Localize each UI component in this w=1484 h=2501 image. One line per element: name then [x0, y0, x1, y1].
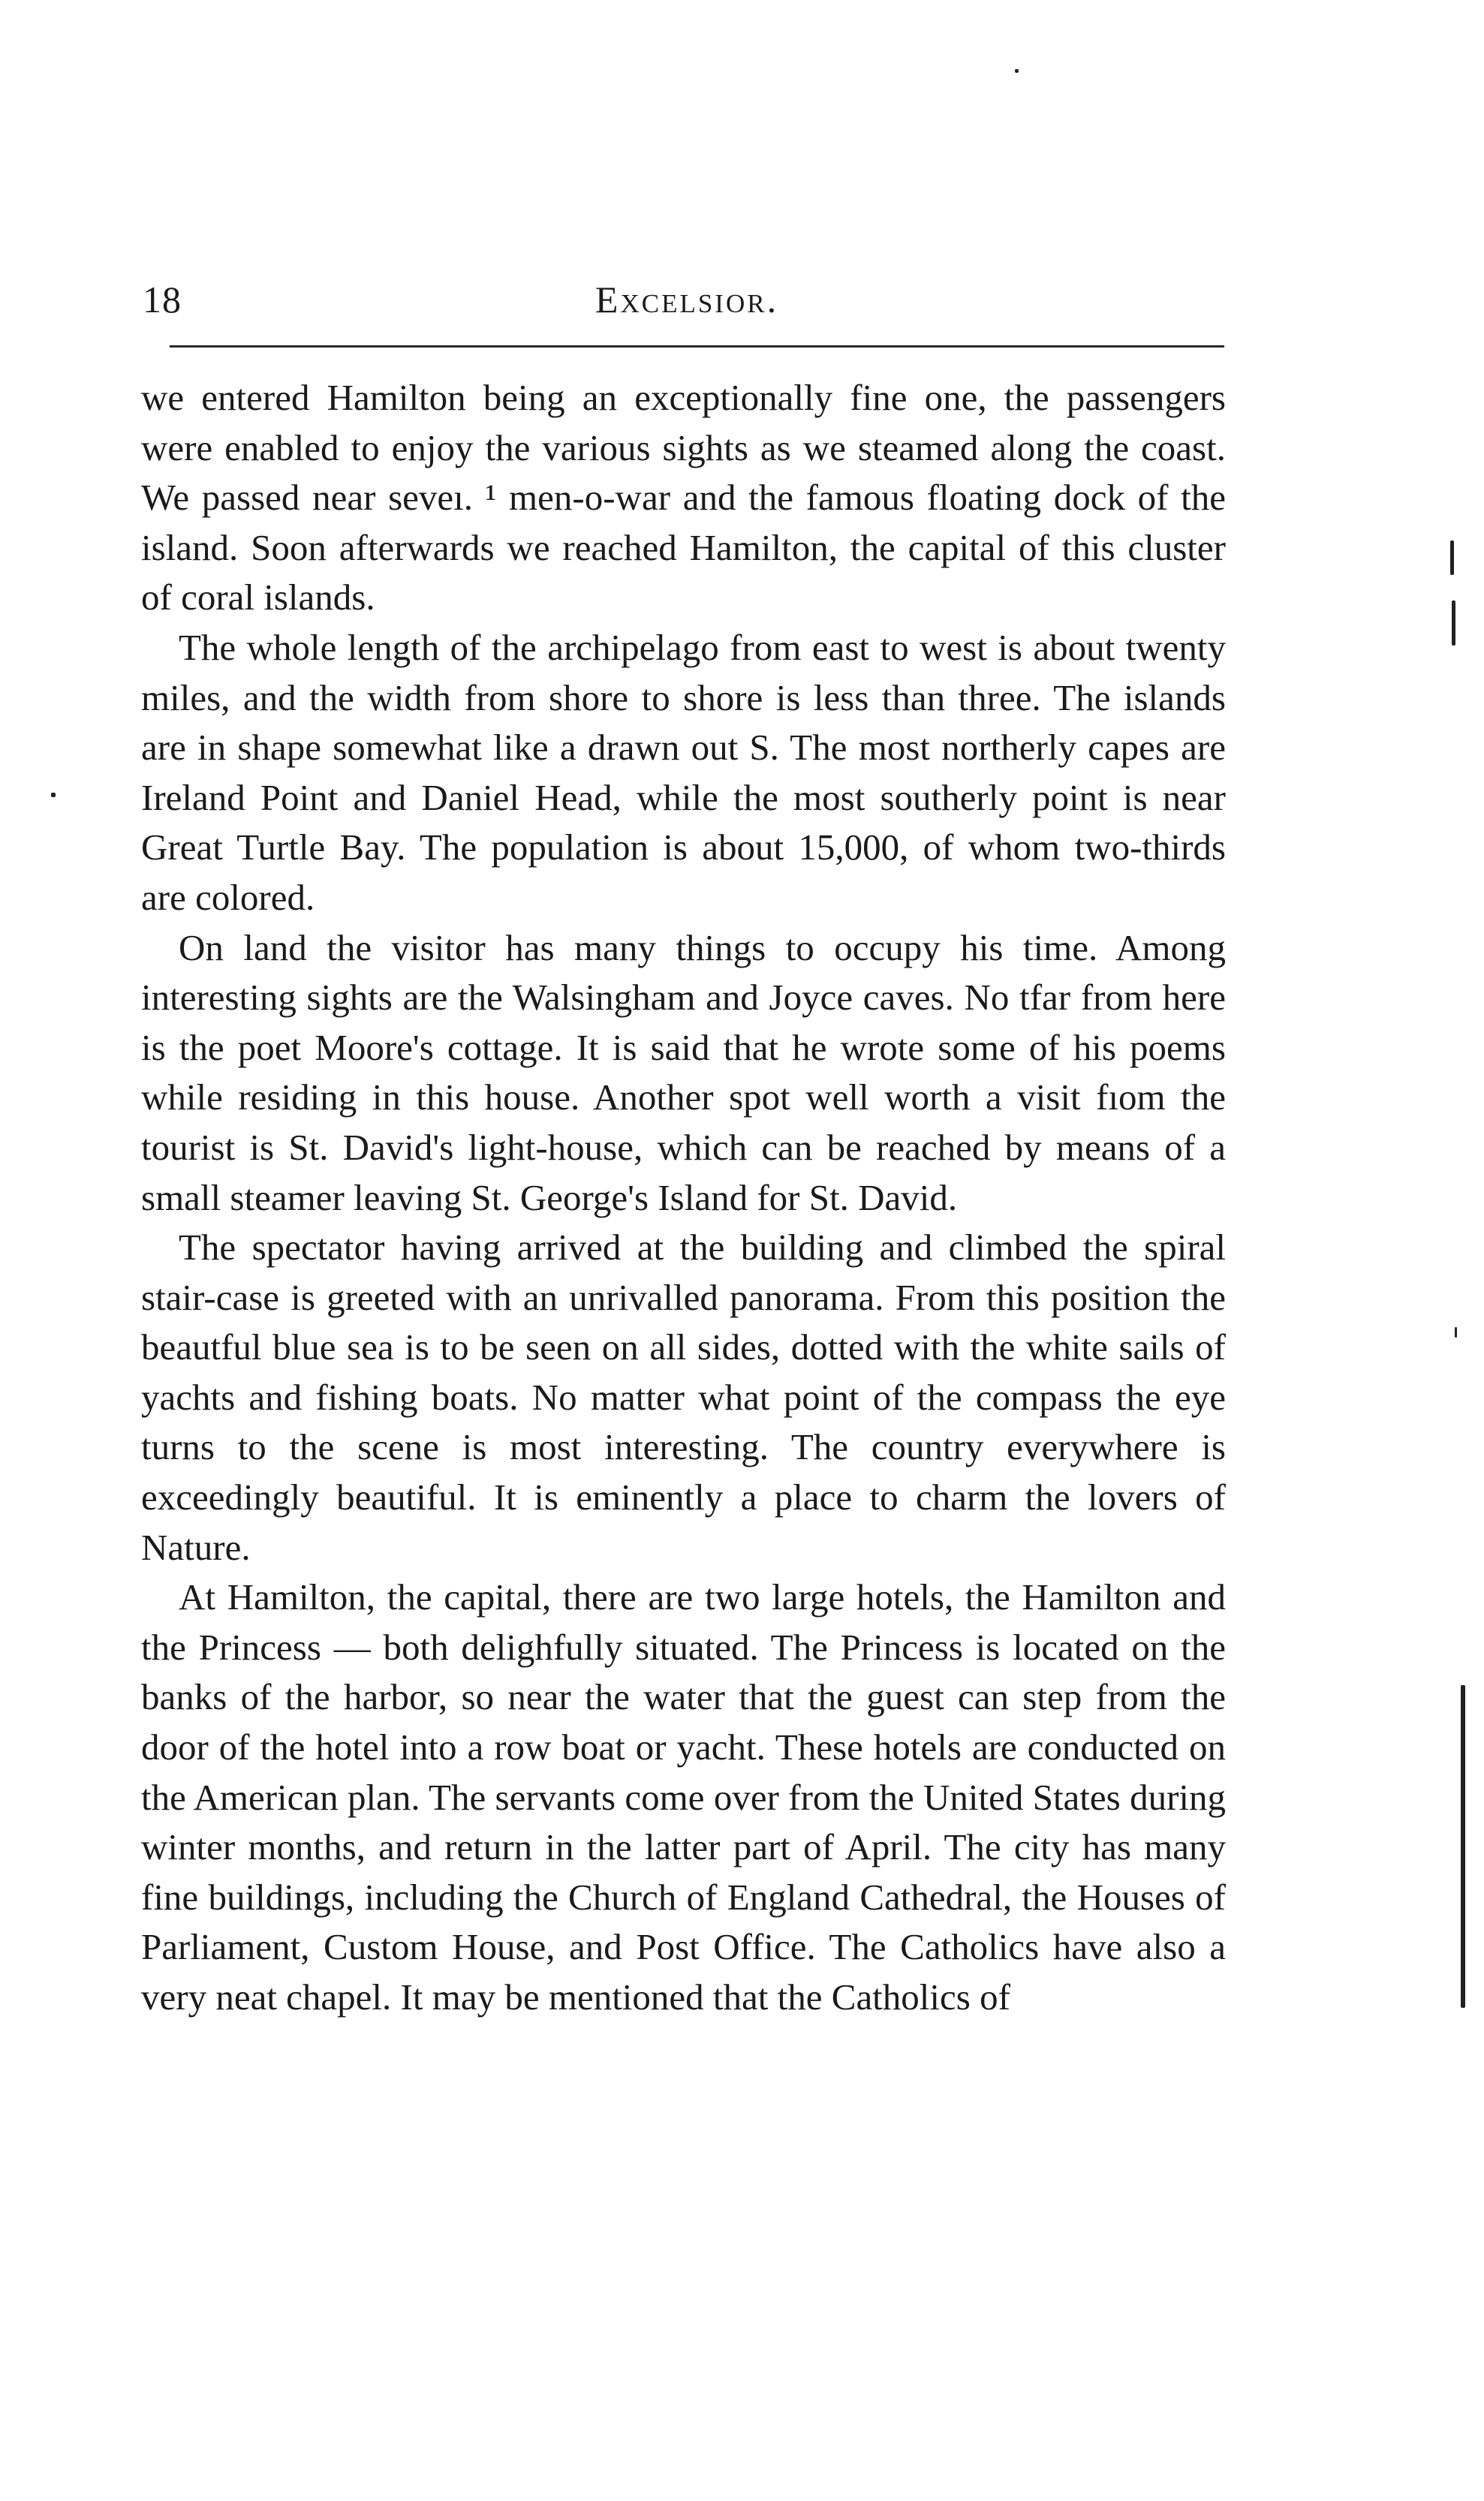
paragraph-continued: we entered Hamilton being an exceptionally fine one, the passengers were enabled to enjoy the various sights as we steamed along the coast. We passed near seveı. ¹ men-o-war and the famous floating dock of the island. Soon afterwards we reached Hamilton, the capital of this cluster of coral islands. [141, 377, 1226, 618]
scan-dot-top [1015, 69, 1019, 73]
paragraph-spectator: The spectator having arrived at the building and climbed the spiral stair-case is greeted with an unrivalled panorama. From this position the beautful blue sea is to be seen on all sides, dotted with the white sails of yachts and fishing boats. No matter what point of the compass the eye turns to the scene is most interesting. The country everywhere is exceedingly beautiful. It is eminently a place to charm the lovers of Nature. [141, 1226, 1226, 1568]
scan-dot-left [51, 793, 56, 797]
running-head: Excelsior. [595, 278, 779, 321]
page-number: 18 [143, 278, 182, 321]
scan-mark-right-2 [1452, 600, 1455, 646]
paragraph-on-land: On land the visitor has many things to occupy his time. Among interesting sights are the Walsingham and Joyce caves. No tfar from here is the poet Moore's cottage. It is said that he wrote some of his poems while residing in this house. Another spot well worth a visit fıom the tourist is St. David's light-house, which can be reached by means of a small steamer leaving St. George's Island for St. David. [141, 926, 1226, 1218]
scan-mark-right-4 [1461, 1685, 1465, 2008]
scan-mark-right-3 [1455, 1327, 1457, 1338]
header-rule [170, 345, 1224, 348]
page-header [143, 278, 1231, 330]
paragraph-archipelago: The whole length of the archipelago from east to west is about twenty miles, and the width from shore to shore is less than three. The islands are in shape somewhat like a drawn out S. The most northerly capes are Ireland Point and Daniel Head, while the most southerly point is near Great Turtle Bay. The population is about 15,000, of whom two-thirds are colored. [141, 626, 1226, 918]
paragraph-hotels: At Hamilton, the capital, there are two large hotels, the Hamilton and the Princess — both delighfully situated. The Princess is located on the banks of the harbor, so near the water that the guest can step from the door of the hotel into a row boat or yacht. These hotels are conducted on the American plan. The servants come over from the United States during winter months, and return in the latter part of April. The city has many fine buildings, including the Church of England Cathedral, the Houses of Parliament, Custom House, and Post Office. The Catholics have also a very neat chapel. It may be mentioned that the Catholics of [141, 1576, 1226, 2018]
scan-mark-right-1 [1450, 540, 1454, 575]
body-text [141, 373, 1226, 2023]
